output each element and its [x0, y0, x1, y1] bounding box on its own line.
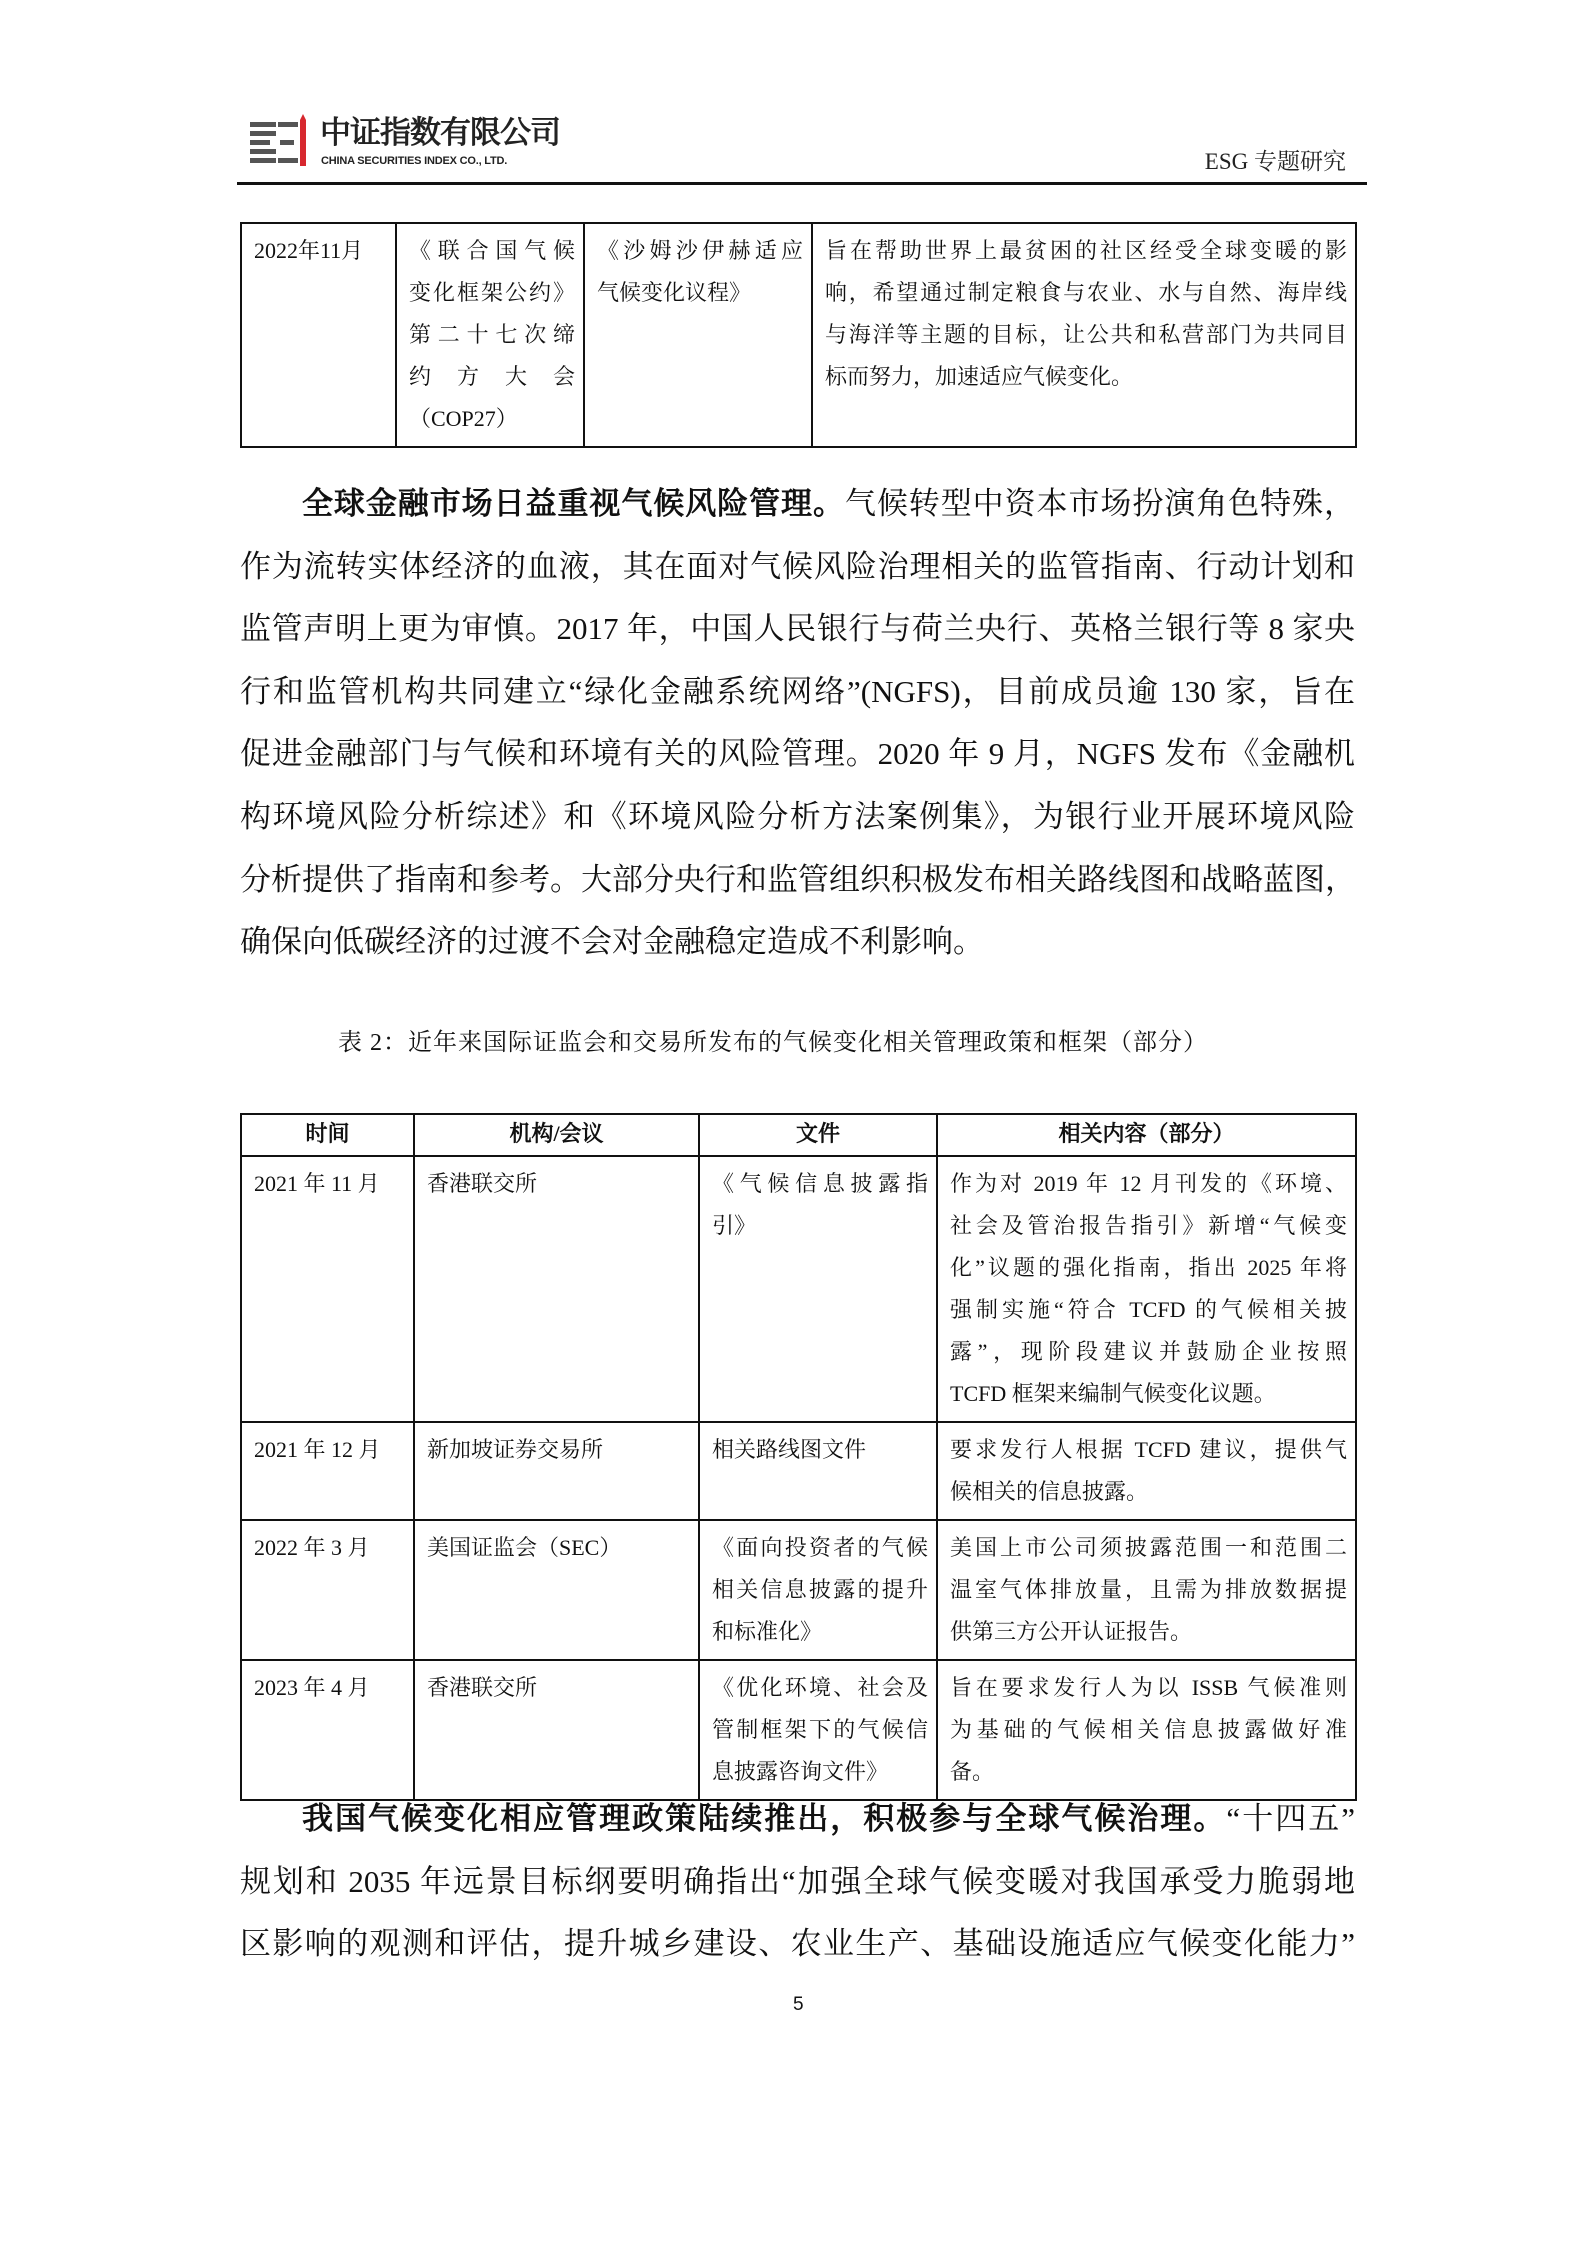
cell-content — [812, 223, 1356, 447]
cell-line: 为基础的气候相关信息披露做好准 — [950, 1717, 1347, 1742]
cell-time — [241, 223, 396, 447]
cell-time — [241, 1520, 414, 1660]
cell-line: 2021 年 11 月 — [254, 1171, 380, 1196]
cell-line: （COP27） — [409, 406, 518, 431]
cell-org — [396, 223, 584, 447]
cell-line: 和标准化》 — [712, 1619, 823, 1644]
cell-content — [937, 1422, 1356, 1520]
table-row — [241, 1156, 1356, 1422]
cell-line: 《联合国气候 — [409, 238, 575, 263]
cell-line: 与海洋等主题的目标，让公共和私营部门为共同目 — [825, 322, 1347, 347]
cell-line: 备。 — [950, 1759, 995, 1784]
paragraph-line — [240, 849, 1355, 912]
cell-doc — [699, 1156, 937, 1422]
cell-content — [937, 1520, 1356, 1660]
cell-line: 露”，现阶段建议并鼓励企业按照 — [950, 1339, 1347, 1364]
paragraph-text: 区影响的观测和评估，提升城乡建设、农业生产、基础设施适应气候变化能力” — [240, 1926, 1355, 1962]
cell-line: 《优化环境、社会及 — [712, 1675, 928, 1700]
paragraph-lead: 我国气候变化相应管理政策陆续推出，积极参与全球气候治理。 — [302, 1801, 1227, 1836]
cell-line: 新加坡证券交易所 — [427, 1437, 604, 1462]
cell-line: 2021 年 12 月 — [254, 1437, 381, 1462]
cell-line: 供第三方公开认证报告。 — [950, 1619, 1193, 1644]
cell-doc — [584, 223, 812, 447]
paragraph-text: 规划和 2035 年远景目标纲要明确指出“加强全球气候变暖对我国承受力脆弱地 — [240, 1863, 1355, 1899]
paragraph-text: 气候转型中资本市场扮演角色特殊， — [844, 486, 1355, 521]
column-header: 相关内容（部分） — [937, 1114, 1356, 1156]
cell-line: 2022 年 3 月 — [254, 1535, 370, 1560]
cell-line: 美国上市公司须披露范围一和范围二 — [950, 1535, 1347, 1560]
header-divider — [237, 182, 1367, 185]
paragraph-line — [240, 1913, 1355, 1976]
table-row — [241, 1520, 1356, 1660]
cell-line: 响，希望通过制定粮食与农业、水与自然、海岸线 — [825, 280, 1347, 305]
cell-line: 《气候信息披露指 — [712, 1171, 928, 1196]
paragraph-line — [240, 1788, 1355, 1851]
paragraph-lead: 全球金融市场日益重视气候风险管理。 — [302, 486, 845, 521]
paragraph-line — [240, 786, 1355, 849]
cell-line: 息披露咨询文件》 — [712, 1759, 889, 1784]
cell-doc — [699, 1660, 937, 1800]
policy-table-continued — [240, 222, 1357, 448]
company-name-cn: 中证指数有限公司 — [320, 115, 560, 150]
paragraph-text: 构环境风险分析综述》和《环境风险分析方法案例集》，为银行业开展环境风险 — [240, 798, 1355, 834]
cell-line: 《沙姆沙伊赫适应 — [597, 238, 803, 263]
cell-org — [414, 1156, 699, 1422]
cell-line: 社会及管治报告指引》新增“气候变 — [950, 1213, 1347, 1238]
cell-time — [241, 1660, 414, 1800]
table-row — [241, 1422, 1356, 1520]
cell-line: 旨在要求发行人为以 ISSB 气候准则 — [950, 1675, 1347, 1700]
paragraph-global-finance — [240, 473, 1355, 974]
cell-time — [241, 1156, 414, 1422]
paragraph-line — [240, 661, 1355, 724]
paragraph-line — [240, 1851, 1355, 1914]
cell-doc — [699, 1520, 937, 1660]
cell-line: 香港联交所 — [427, 1675, 538, 1700]
cell-line: 作为对 2019 年 12 月刊发的《环境、 — [950, 1171, 1347, 1196]
paragraph-text: 作为流转实体经济的血液，其在面对气候风险治理相关的监管指南、行动计划和 — [240, 548, 1355, 584]
cell-line: 《面向投资者的气候 — [712, 1535, 928, 1560]
table-caption: 表 2：近年来国际证监会和交易所发布的气候变化相关管理政策和框架（部分） — [338, 1030, 1208, 1056]
cell-line: 2022年11月 — [254, 238, 364, 263]
cell-line: TCFD 框架来编制气候变化议题。 — [950, 1381, 1276, 1406]
policy-table-2 — [240, 1113, 1357, 1801]
cell-line: 变化框架公约》 — [409, 280, 575, 305]
cell-line: 香港联交所 — [427, 1171, 538, 1196]
cell-line: 旨在帮助世界上最贫困的社区经受全球变暖的影 — [825, 238, 1347, 263]
cell-content — [937, 1660, 1356, 1800]
cell-line: 引》 — [712, 1213, 757, 1238]
paragraph-text: 行和监管机构共同建立“绿化金融系统网络”(NGFS)，目前成员逾 130 家，旨在 — [240, 673, 1355, 709]
paragraph-china-policy — [240, 1788, 1355, 1976]
paragraph-line — [240, 536, 1355, 599]
cell-line: 美国证监会（SEC） — [427, 1535, 622, 1560]
paragraph-line — [240, 911, 1355, 974]
section-label: ESG 专题研究 — [1204, 149, 1346, 174]
paragraph-text: 确保向低碳经济的过渡不会对金融稳定造成不利影响。 — [240, 924, 984, 960]
cell-org — [414, 1660, 699, 1800]
cell-org — [414, 1422, 699, 1520]
table-row — [241, 1660, 1356, 1800]
table-header-row — [241, 1114, 1356, 1156]
cell-line: 标而努力，加速适应气候变化。 — [825, 364, 1134, 389]
cell-line: 候相关的信息披露。 — [950, 1479, 1149, 1504]
cell-line: 2023 年 4 月 — [254, 1675, 370, 1700]
paragraph-line — [240, 473, 1355, 536]
cell-org — [414, 1520, 699, 1660]
page-number: 5 — [793, 1994, 804, 2015]
paragraph-text: “十四五” — [1226, 1801, 1355, 1836]
paragraph-text: 促进金融部门与气候和环境有关的风险管理。2020 年 9 月，NGFS 发布《金融机 — [240, 736, 1355, 772]
paragraph-text: 监管声明上更为审慎。2017 年，中国人民银行与荷兰央行、英格兰银行等 8 家央 — [240, 611, 1355, 647]
table-row — [241, 223, 1356, 447]
cell-line: 化”议题的强化指南，指出 2025 年将 — [950, 1255, 1347, 1280]
paragraph-text: 分析提供了指南和参考。大部分央行和监管组织积极发布相关路线图和战略蓝图， — [240, 861, 1356, 897]
company-name-en: CHINA SECURITIES INDEX CO., LTD. — [321, 155, 508, 167]
cell-content — [937, 1156, 1356, 1422]
column-header: 时间 — [241, 1114, 414, 1156]
cell-doc — [699, 1422, 937, 1520]
cell-line: 强制实施“符合 TCFD 的气候相关披 — [950, 1297, 1347, 1322]
cell-line: 气候变化议程》 — [597, 280, 752, 305]
cell-line: 第二十七次缔 — [409, 322, 575, 347]
cell-line: 约 方 大 会 — [409, 364, 575, 389]
cell-time — [241, 1422, 414, 1520]
cell-line: 温室气体排放量，且需为排放数据提 — [950, 1577, 1347, 1602]
column-header: 文件 — [699, 1114, 937, 1156]
cell-line: 要求发行人根据 TCFD 建议，提供气 — [950, 1437, 1347, 1462]
cell-line: 相关信息披露的提升 — [712, 1577, 928, 1602]
cell-line: 管制框架下的气候信 — [712, 1717, 928, 1742]
company-logo-icon — [250, 114, 308, 170]
column-header: 机构/会议 — [414, 1114, 699, 1156]
cell-line: 相关路线图文件 — [712, 1437, 867, 1462]
paragraph-line — [240, 723, 1355, 786]
paragraph-line — [240, 598, 1355, 661]
